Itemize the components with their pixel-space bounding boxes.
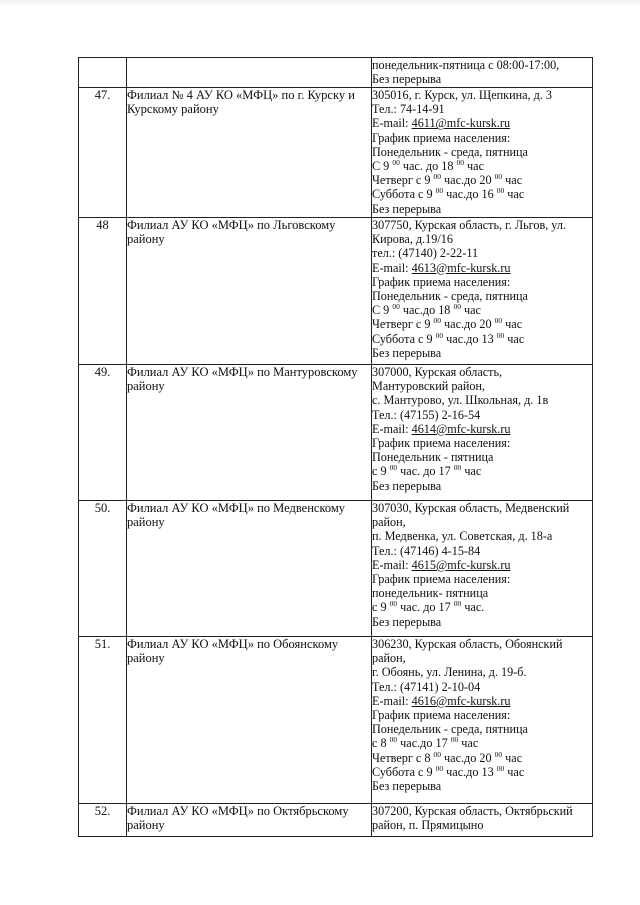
schedule-days: Понедельник - среда, пятница (372, 722, 528, 737)
email-label: E-mail: (372, 421, 412, 436)
row-number: 49. (79, 365, 127, 501)
branch-info (372, 501, 593, 637)
table-row (79, 58, 593, 88)
phone-line: Тел.: (47155) 2-16-54 (372, 407, 481, 422)
table-row (79, 637, 593, 804)
address-line: 307000, Курская область, (372, 365, 503, 379)
email-label: E-mail: (372, 557, 412, 572)
branch-name (127, 58, 372, 88)
saturday-hours: Суббота с 9 $^{00}$ час.до 13 $^{00}$ час (372, 330, 525, 346)
address-line: 307750, Курская область, г. Льгов, ул. Кирова, д.19/16 (372, 218, 566, 247)
email-line (372, 422, 592, 436)
row-number (79, 58, 127, 88)
schedule-hours: с 9 $^{00}$ час. до 17 $^{00}$ час. (372, 599, 485, 615)
table-row (79, 804, 593, 837)
no-break-line: Без перерыва (372, 779, 442, 794)
no-break-line: Без перерыва (372, 478, 442, 493)
schedule-hours: с 8 $^{00}$ час.до 17 $^{00}$ час (372, 735, 479, 751)
row-number: 50. (79, 501, 127, 637)
row-number: 51. (79, 637, 127, 804)
branch-name: Филиал АУ КО «МФЦ» по Льговскому району (127, 218, 372, 365)
address-line: 305016, г. Курск, ул. Щепкина, д. 3 (372, 88, 553, 102)
saturday-hours: Суббота с 9 $^{00}$ час.до 16 $^{00}$ час (372, 186, 525, 202)
schedule-title: График приема населения: (372, 436, 511, 451)
email-line (372, 558, 592, 572)
address-line: 307030, Курская область, Медвенский район, (372, 501, 570, 530)
table-row (79, 88, 593, 218)
branch-info (372, 365, 593, 501)
saturday-hours: Суббота с 9 $^{00}$ час.до 13 $^{00}$ час (372, 763, 525, 779)
email-line (372, 116, 592, 130)
schedule-hours: с 9 $^{00}$ час. до 17 $^{00}$ час (372, 463, 482, 479)
no-break-line: Без перерыва (372, 345, 442, 360)
no-break-line: Без перерыва (372, 201, 442, 216)
no-break-line: Без перерыва (372, 72, 442, 87)
address-line: 307200, Курская область, Октябрьский район, п. Прямицыно (372, 804, 573, 833)
branch-name: Филиал № 4 АУ КО «МФЦ» по г. Курску и Курскому району (127, 88, 372, 218)
row-number: 48 (79, 218, 127, 365)
address-line: Мантуровский район, (372, 379, 486, 394)
email-link[interactable]: 4614@mfc-kursk.ru (411, 421, 511, 436)
branch-name: Филиал АУ КО «МФЦ» по Мантуровскому району (127, 365, 372, 501)
branch-name: Филиал АУ КО «МФЦ» по Обоянскому району (127, 637, 372, 804)
email-line (372, 694, 592, 708)
thursday-hours: Четверг с 8 $^{00}$ час.до 20 $^{00}$ час (372, 749, 523, 765)
email-link[interactable]: 4616@mfc-kursk.ru (411, 693, 511, 708)
table-row (79, 218, 593, 365)
email-label: E-mail: (372, 116, 412, 131)
email-link[interactable]: 4613@mfc-kursk.ru (411, 260, 511, 275)
branch-name: Филиал АУ КО «МФЦ» по Октябрьскому району (127, 804, 372, 837)
email-line (372, 261, 592, 275)
schedule-title: График приема населения: (372, 572, 511, 587)
email-label: E-mail: (372, 693, 412, 708)
branch-info (372, 58, 593, 88)
schedule-hours: С 9 $^{00}$ час.до 18 $^{00}$ час (372, 302, 481, 318)
address-line: г. Обоянь, ул. Ленина, д. 19-б. (372, 665, 527, 680)
row-number: 52. (79, 804, 127, 837)
branch-info (372, 637, 593, 804)
schedule-days: Понедельник - среда, пятница (372, 144, 528, 159)
branch-info (372, 88, 593, 218)
no-break-line: Без перерыва (372, 614, 442, 629)
branch-info (372, 218, 593, 365)
thursday-hours: Четверг с 9 $^{00}$ час.до 20 $^{00}$ час (372, 316, 523, 332)
scan-edge (0, 0, 640, 6)
phone-line: Тел.: (47141) 2-10-04 (372, 679, 481, 694)
schedule-title: График приема населения: (372, 708, 511, 723)
phone-line: Тел.: (47146) 4-15-84 (372, 543, 481, 558)
row-number: 47. (79, 88, 127, 218)
branch-name: Филиал АУ КО «МФЦ» по Медвенскому району (127, 501, 372, 637)
schedule-days: Понедельник - пятница (372, 450, 494, 465)
email-label: E-mail: (372, 260, 412, 275)
mfc-branches-table (78, 57, 593, 837)
phone-line: тел.: (47140) 2-22-11 (372, 246, 479, 261)
branch-info (372, 804, 593, 837)
schedule-line: понедельник-пятница с 08:00-17:00, (372, 58, 560, 72)
schedule-title: График приема населения: (372, 274, 511, 289)
phone-line: Тел.: 74-14-91 (372, 102, 445, 117)
table-row (79, 501, 593, 637)
email-link[interactable]: 4615@mfc-kursk.ru (411, 557, 511, 572)
schedule-days: понедельник- пятница (372, 586, 489, 601)
thursday-hours: Четверг с 9 $^{00}$ час.до 20 $^{00}$ час (372, 172, 523, 188)
email-link[interactable]: 4611@mfc-kursk.ru (411, 116, 511, 131)
address-line: п. Медвенка, ул. Советская, д. 18-а (372, 529, 553, 544)
address-line: 306230, Курская область, Обоянский район, (372, 637, 563, 666)
table-row (79, 365, 593, 501)
schedule-days: Понедельник - среда, пятница (372, 289, 528, 304)
address-line: с. Мантурово, ул. Школьная, д. 1в (372, 393, 549, 408)
schedule-title: График приема населения: (372, 130, 511, 145)
schedule-hours: С 9 $^{00}$ час. до 18 $^{00}$ час (372, 158, 484, 174)
